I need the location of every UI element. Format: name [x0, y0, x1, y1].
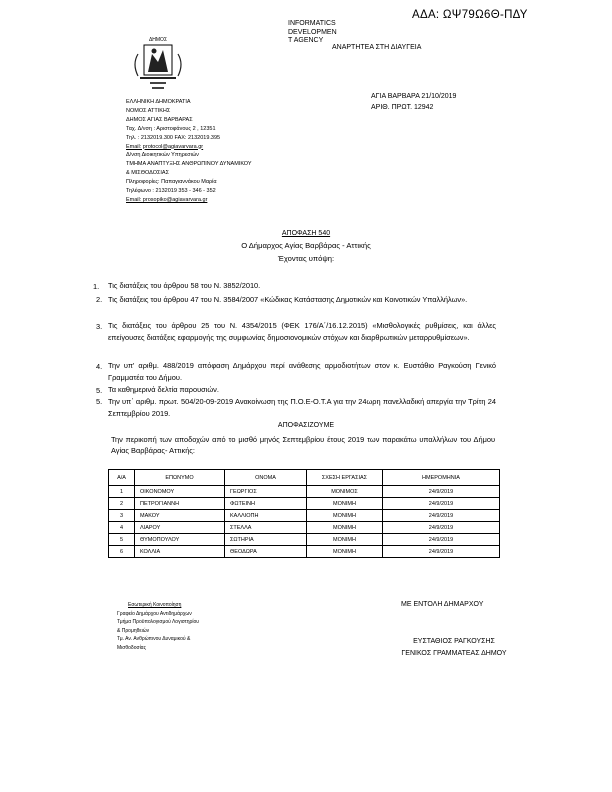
table-row — [109, 486, 500, 498]
consideration-item: Τις διατάξεις του άρθρου 47 του Ν. 3584/2007 «Κώδικας Κατάστασης Δημοτικών και Κοινοτικών Υπαλλήλων». — [108, 295, 468, 304]
sender-department-cont: & ΜΙΣΘΟΔΟΣΙΑΣ — [126, 170, 169, 177]
place-date-block — [371, 91, 456, 113]
cell-surname: ΟΙΚΟΝΟΜΟΥ — [135, 486, 225, 498]
cell-date: 24/9/2019 — [383, 510, 500, 522]
considering-label: Έχοντας υπόψη: — [277, 254, 335, 263]
cell-surname: ΜΑΚΟΥ — [135, 510, 225, 522]
cell-surname: ΘΥΜΟΠΟΥΛΟΥ — [135, 534, 225, 546]
table-row — [109, 510, 500, 522]
header-surname: ΕΠΩΝΥΜΟ — [135, 470, 225, 486]
header-date: ΗΜΕΡΟΜΗΝΙΑ — [383, 470, 500, 486]
cell-name: ΣΩΤΗΡΙΑ — [225, 534, 307, 546]
sender-email-personnel[interactable]: Email: prosopiko@agiavarvara.gr — [126, 196, 208, 203]
stamp-line: INFORMATICS — [288, 20, 336, 27]
cell-relation: ΜΟΝΙΜΗ — [307, 498, 383, 510]
cell-date: 24/9/2019 — [383, 546, 500, 558]
signer-name: ΕΥΣΤΑΘΙΟΣ ΡΑΓΚΟΥΣΗΣ — [413, 638, 495, 645]
logo-text: ΔΗΜΟΣ — [148, 37, 168, 43]
cell-name: ΘΕΟΔΩΡΑ — [225, 546, 307, 558]
cell-aa: 3 — [109, 510, 135, 522]
cell-name: ΣΤΕΛΛΑ — [225, 522, 307, 534]
stamp-line: DEVELOPMEN — [288, 28, 337, 36]
cell-relation: ΜΟΝΙΜΗ — [307, 534, 383, 546]
sender-address: Ταχ. Δ/νση : Αριστοφάνους 2 , 12351 — [126, 125, 216, 132]
decision-body: Την περικοπή των αποδοχών από το μισθό μηνός Σεπτεμβρίου έτους 2019 των παρακάτω υπαλλήλων του Δήμου Αγίας Βαρβάρας- Αττικής: — [111, 435, 495, 455]
cell-aa: 5 — [109, 534, 135, 546]
stamp-label: ΑΝΑΡΤΗΤΕΑ ΣΤΗ ΔΙΑΥΓΕΙΑ — [332, 44, 422, 51]
table-row — [109, 546, 500, 558]
internal-recipient: Τμ. Αν. Ανθρώπινου Δυναμικού & — [117, 636, 191, 643]
order-line: ΜΕ ΕΝΤΟΛΗ ΔΗΜΑΡΧΟΥ — [401, 601, 484, 608]
protocol-number: ΑΡΙΘ. ΠΡΩΤ. 12942 — [371, 104, 434, 111]
sender-department: ΤΜΗΜΑ ΑΝΑΠΤΥΞΗΣ ΑΝΘΡΩΠΙΝΟΥ ΔΥΝΑΜΙΚΟΥ — [126, 161, 252, 168]
sender-directorate: Δ/νση Διοικητικών Υπηρεσιών — [126, 152, 199, 159]
internal-recipient: Μισθοδοσίας — [117, 644, 146, 651]
cell-date: 24/9/2019 — [383, 534, 500, 546]
internal-recipient: & Προμηθειών — [117, 627, 150, 634]
cell-relation: ΜΟΝΙΜΟΣ — [307, 486, 383, 498]
internal-distribution — [117, 601, 199, 653]
consideration-item: Τα καθημερινά δελτία παρουσιών. — [108, 385, 219, 394]
cell-aa: 4 — [109, 522, 135, 534]
cell-relation: ΜΟΝΙΜΗ — [307, 546, 383, 558]
ada-code: ΑΔΑ: ΩΨ79Ω6Θ-ΠΔΥ — [412, 9, 528, 21]
mayor-line: Ο Δήμαρχος Αγίας Βαρβάρας - Αττικής — [241, 241, 371, 250]
consideration-item: Την υπ' αριθμ. 488/2019 απόφαση Δημάρχου περί ανάθεσης αρμοδιοτήτων στον κ. Ευστάθιο Ραγκούση Γενικό Γραμματέα του Δήμου. — [108, 361, 496, 382]
cell-date: 24/9/2019 — [383, 522, 500, 534]
header-name: ΟΝΟΜΑ — [225, 470, 307, 486]
item-number: 5. — [96, 397, 103, 406]
item-number: 4. — [96, 362, 103, 371]
cell-relation: ΜΟΝΙΜΗ — [307, 522, 383, 534]
sender-municipality: ΔΗΜΟΣ ΑΓΙΑΣ ΒΑΡΒΑΡΑΣ — [126, 116, 193, 123]
table-row — [109, 498, 500, 510]
table-row — [109, 522, 500, 534]
internal-recipient: Γραφείο Δημάρχου Αντιδημάρχων — [117, 610, 192, 617]
sender-block — [126, 98, 252, 205]
sender-country: ΕΛΛΗΝΙΚΗ ΔΗΜΟΚΡΑΤΙΑ — [126, 99, 191, 105]
signer-title: ΓΕΝΙΚΟΣ ΓΡΑΜΜΑΤΕΑΣ ΔΗΜΟΥ — [401, 650, 507, 657]
staff-table — [108, 469, 500, 558]
diavgeia-stamp — [288, 20, 337, 46]
cell-date: 24/9/2019 — [383, 498, 500, 510]
item-number: 3. — [96, 322, 103, 331]
internal-heading: Εσωτερική Κοινοποίηση — [128, 602, 182, 608]
municipality-logo — [130, 34, 186, 96]
consideration-item: Τις διατάξεις του άρθρου 25 του Ν. 4354/2015 (ΦΕΚ 176/Α΄/16.12.2015) «Μισθολογικές ρυθμίσεις, και άλλες επείγουσες διατάξεις εφαρμογής της συμφωνίας δημοσιονομικών στόχων και διαρθρωτικών μεταρρυθμίσεων». — [108, 321, 496, 342]
item-number: 5. — [96, 386, 103, 395]
header-relation: ΣΧΕΣΗ ΕΡΓΑΣΙΑΣ — [307, 470, 383, 486]
stamp-line: T AGENCY — [288, 37, 324, 44]
header-aa: Α/Α — [109, 470, 135, 486]
cell-name: ΦΩΤΕΙΝΗ — [225, 498, 307, 510]
consideration-item: Την υπ΄ αριθμ. πρωτ. 504/20-09-2019 Ανακοίνωση της Π.Ο.Ε-Ο.Τ.Α για την 24ωρη πανελλαδική απεργία την Τρίτη 24 Σεπτεμβρίου 2019. — [108, 397, 496, 418]
sender-email-protocol[interactable]: Email: protocol@agiavarvara.gr — [126, 143, 204, 150]
cell-relation: ΜΟΝΙΜΗ — [307, 510, 383, 522]
table-header-row — [109, 470, 500, 486]
cell-aa: 2 — [109, 498, 135, 510]
cell-aa: 6 — [109, 546, 135, 558]
cell-date: 24/9/2019 — [383, 486, 500, 498]
decision-number: ΑΠΟΦΑΣΗ 540 — [281, 230, 331, 237]
sender-prefecture: ΝΟΜΟΣ ΑΤΤΙΚΗΣ — [126, 107, 171, 114]
sender-phone-fax: Τηλ. : 2132019.300 FAX: 2132019.395 — [126, 134, 221, 141]
decide-heading: ΑΠΟΦΑΣΙΖΟΥΜΕ — [277, 422, 335, 429]
table-row — [109, 534, 500, 546]
cell-surname: ΚΟΛΛΙΑ — [135, 546, 225, 558]
cell-surname: ΠΕΤΡΟΓΙΑΝΝΗ — [135, 498, 225, 510]
cell-name: ΓΕΩΡΓΙΟΣ — [225, 486, 307, 498]
item-number: 1. — [93, 282, 100, 291]
cell-aa: 1 — [109, 486, 135, 498]
internal-recipient: Τμήμα Προϋπολογισμού Λογιστηρίου — [117, 619, 199, 626]
cell-name: ΚΑΛΛΙΟΠΗ — [225, 510, 307, 522]
cell-surname: ΛΙΑΡΟΥ — [135, 522, 225, 534]
sender-telephone: Τηλέφωνο : 2132019 353 - 346 - 352 — [126, 188, 216, 195]
item-number: 2. — [96, 295, 103, 304]
sender-info-contact: Πληροφορίες: Παπαγιαννάκου Μαρία — [126, 179, 217, 186]
place-date: ΑΓΙΑ ΒΑΡΒΑΡΑ 21/10/2019 — [371, 93, 457, 100]
consideration-item: Τις διατάξεις του άρθρου 58 του Ν. 3852/2010. — [108, 281, 261, 290]
